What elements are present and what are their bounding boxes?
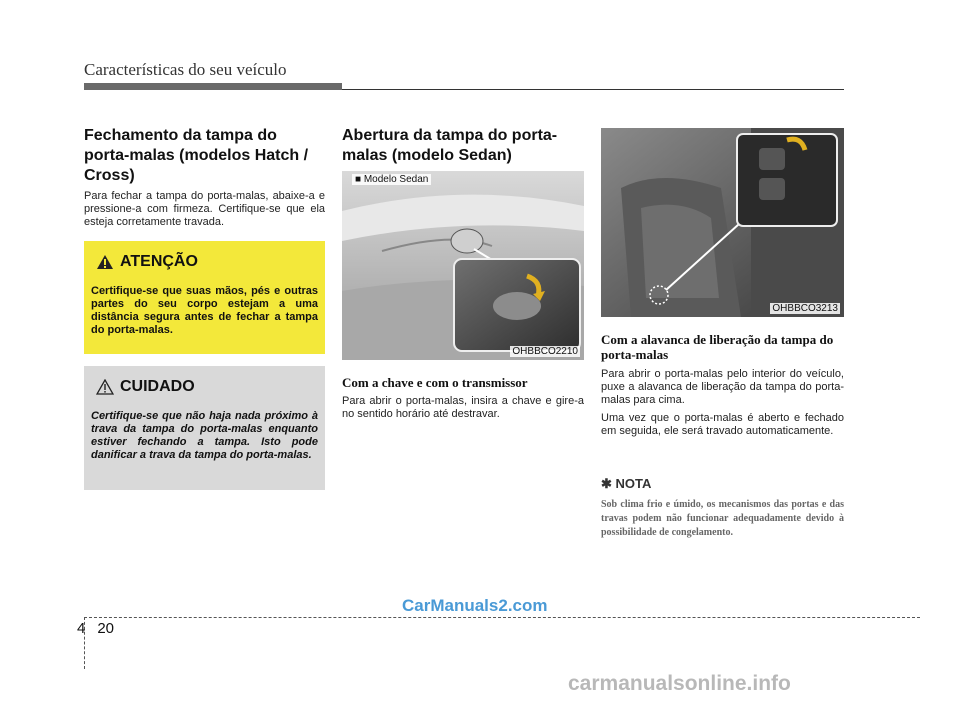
footer-dashed-rule xyxy=(84,617,920,618)
nota-title: NOTA xyxy=(615,476,652,491)
asterisk-icon: ✱ xyxy=(601,476,616,491)
watermark-link[interactable]: CarManuals2.com xyxy=(402,596,548,615)
page-section: 4 xyxy=(77,620,86,637)
release-lever-illustration xyxy=(601,128,844,317)
site-watermark[interactable]: carmanualsonline.info xyxy=(568,672,791,695)
section-heading-closing: Fechamento da tampa do porta-malas (modelos Hatch / Cross) xyxy=(84,127,309,184)
photo-code-2: OHBBCO3213 xyxy=(772,303,838,314)
nota-header xyxy=(601,476,651,492)
lever-instructions: Para abrir o porta-malas pelo interior do veículo, puxe a alavanca de liberação da tampa do porta-malas para cima. xyxy=(601,368,844,406)
nota-text: Sob clima frio e úmido, os mecanismos das portas e das travas podem não funcionar adequadamente devido à possibilidade de congelamento. xyxy=(601,499,844,538)
section-heading-opening: Abertura da tampa do porta-malas (modelo Sedan) xyxy=(342,127,558,164)
caution-box xyxy=(84,366,325,490)
header-rule-bar xyxy=(84,83,342,90)
warning-text: Certifique-se que suas mãos, pés e outras partes do seu corpo estejam a uma distância segura antes de fechar a tampa do porta-malas. xyxy=(91,285,318,336)
auto-lock-note: Uma vez que o porta-malas é aberto e fechado em seguida, ele será travado automaticamente. xyxy=(601,412,844,437)
sedan-trunk-illustration xyxy=(342,171,584,360)
warning-triangle-icon xyxy=(96,254,114,270)
sedan-trunk-photo xyxy=(342,171,584,360)
release-lever-photo xyxy=(601,128,844,317)
caution-header xyxy=(96,378,195,396)
warning-title: ATENÇÃO xyxy=(120,253,198,270)
key-instructions: Para abrir o porta-malas, insira a chave e gire-a no sentido horário até destravar. xyxy=(342,395,584,420)
page-index: 20 xyxy=(97,620,115,637)
closing-instructions: Para fechar a tampa do porta-malas, abaixe-a e pressione-a com firmeza. Certifique-se que ela esteja corretamente travada. xyxy=(84,190,325,228)
page-number xyxy=(77,620,114,637)
warning-box xyxy=(84,241,325,354)
running-header: Características do seu veículo xyxy=(84,60,287,79)
model-badge xyxy=(352,174,431,185)
caution-triangle-icon xyxy=(96,379,114,395)
header-rule-line xyxy=(342,89,844,90)
warning-header xyxy=(96,253,198,271)
photo-code: OHBBCO2210 xyxy=(512,346,578,357)
subheading-key-transmitter: Com a chave e com o transmissor xyxy=(342,375,528,390)
subheading-release-lever: Com a alavanca de liberação da tampa do porta-malas xyxy=(601,332,834,362)
square-bullet-icon: ■ xyxy=(355,174,364,185)
caution-text: Certifique-se que não haja nada próximo à trava da tampa do porta-malas enquanto estiver fechando a tampa. Isto pode danificar a trava da tampa do porta-malas. xyxy=(91,410,318,461)
model-badge-label: Modelo Sedan xyxy=(363,174,429,185)
caution-title: CUIDADO xyxy=(120,378,195,395)
